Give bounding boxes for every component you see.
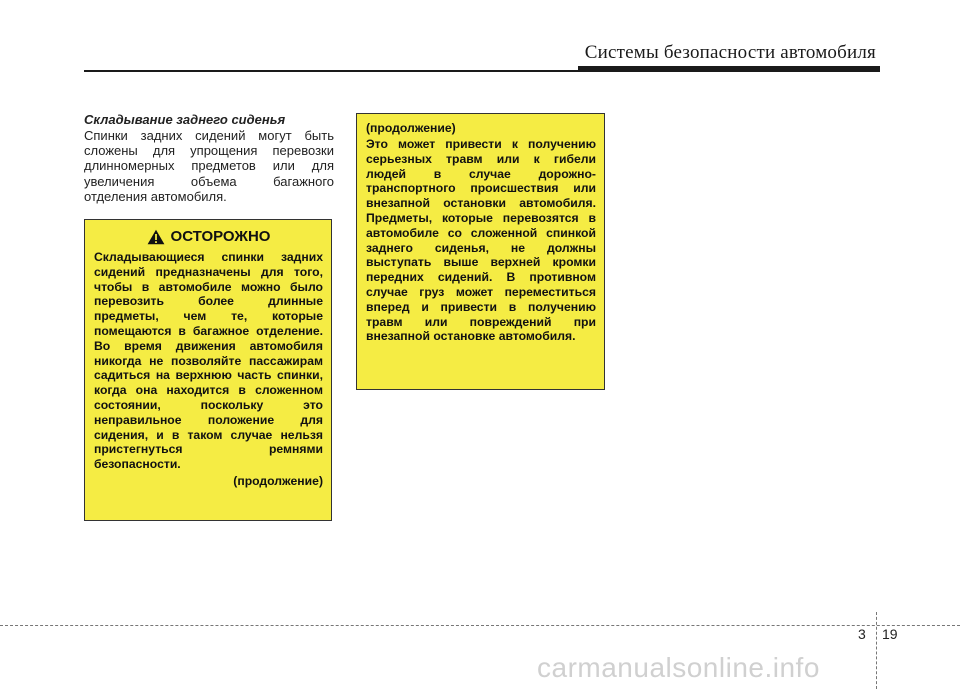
- page-number: 19: [882, 626, 898, 642]
- intro-paragraph: Спинки задних сидений могут быть сложены для упрощения перевозки длинномерных предметов или для увеличения объема багажного отделения автомобиля.: [84, 128, 334, 204]
- warning-body: Складывающиеся спинки задних сидений предназначены для того, чтобы в автомобиле можно было перевозить более длинные предметы, чем те, которые помещаются в багажное отделение. Во время движения автомобиля никогда не позволяйте пассажирам садиться на верхнюю часть спинки, когда она находится в сложенном состоянии, поскольку это неправильное положение для сидения, и в таком случае нельзя пристегнуться ремнями безопасности.: [94, 250, 323, 472]
- section-title: Складывание заднего сиденья: [84, 112, 286, 127]
- warning-heading-label: ОСТОРОЖНО: [170, 228, 271, 245]
- continued-note: (продолжение): [233, 473, 323, 488]
- header-rule-accent: [578, 66, 880, 72]
- page-header-title: Системы безопасности автомобиля: [584, 42, 876, 63]
- footer-rule: [0, 625, 960, 626]
- continued-note: (продолжение): [366, 121, 456, 135]
- chapter-number: 3: [858, 626, 866, 642]
- warning-heading: [94, 228, 323, 245]
- warning-continuation-box: [356, 113, 605, 390]
- watermark: carmanualsonline.info: [537, 652, 820, 683]
- warning-box: [84, 219, 332, 521]
- warning-continuation-body: Это может привести к получению серьезных травм или к гибели людей в случае дорожно-транспортного происшествия или внезапной остановки автомобиля. Предметы, которые перевозятся в автомобиле со сложенной спинкой заднего сиденья, не должны выступать выше верхней кромки передних сидений. В противном случае груз может переместиться вперед и привести в получению травм или повреждений при внезапной остановке автомобиля.: [366, 137, 596, 344]
- warning-triangle-icon: [147, 229, 165, 245]
- footer-divider: [876, 612, 877, 689]
